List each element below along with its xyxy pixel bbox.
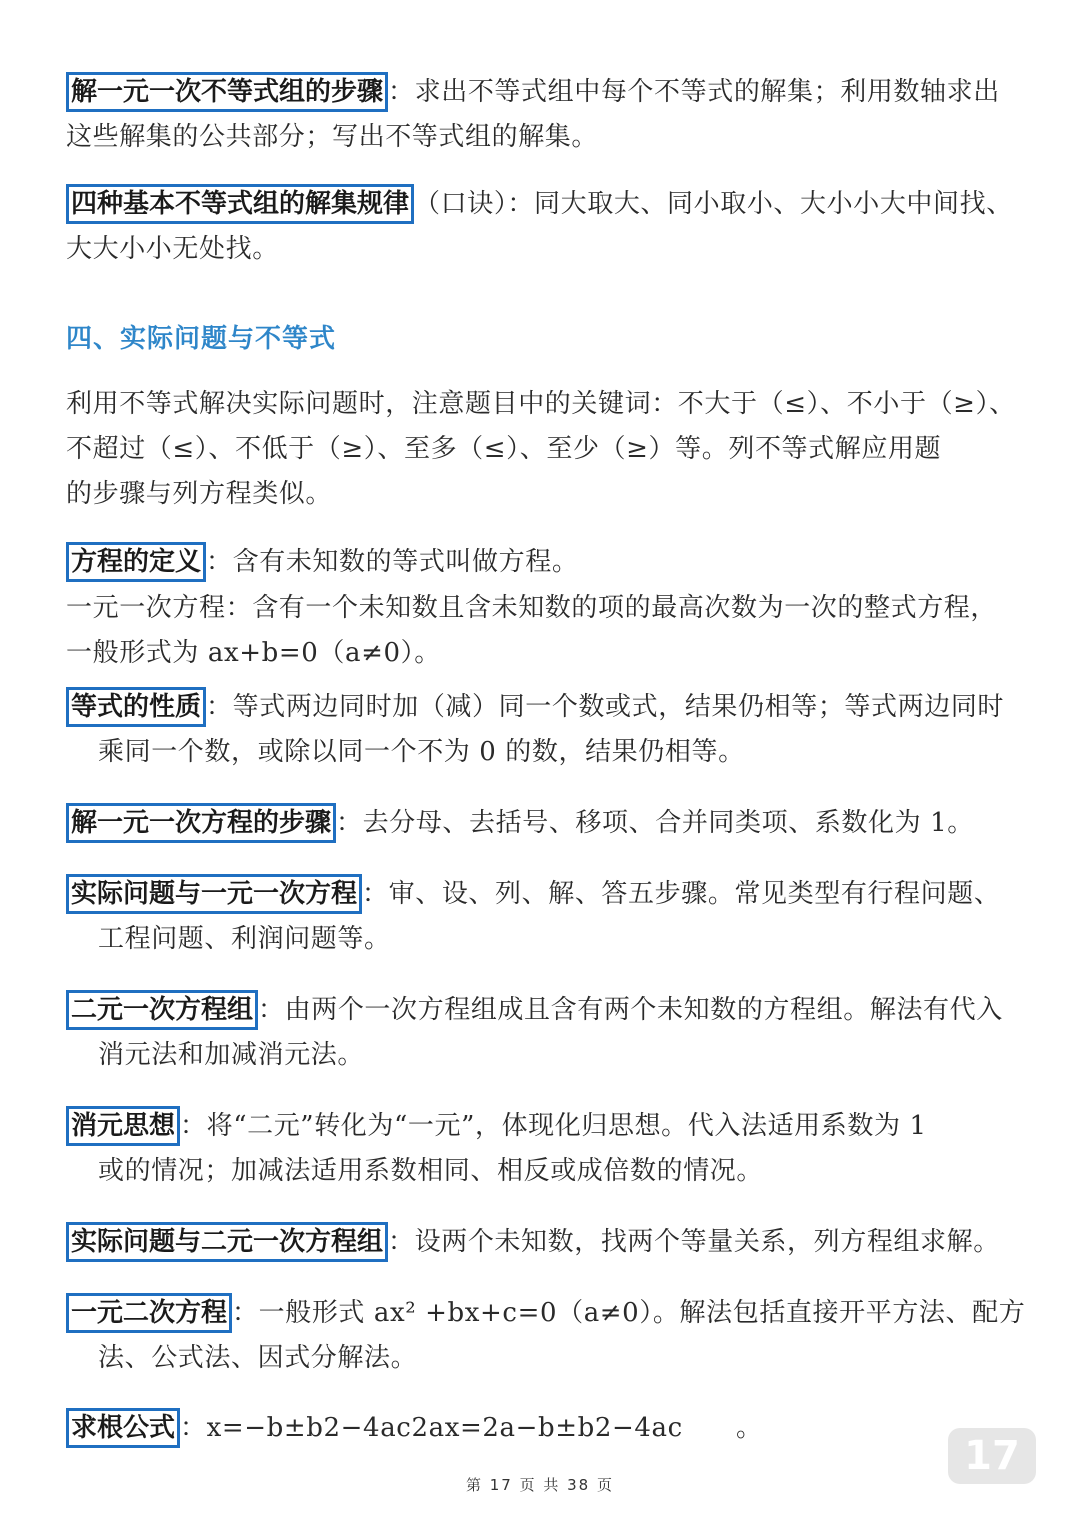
paragraph-line: 大大小小无处找。 [66, 234, 279, 264]
paragraph-line: 等式的性质 ：等式两边同时加（减）同一个数或式，结果仍相等；等式两边同时 [66, 685, 1016, 730]
term-box: 消元思想 [66, 1106, 180, 1146]
paragraph-line: 这些解集的公共部分；写出不等式组的解集。 [66, 122, 599, 152]
paragraph-equality-properties [66, 685, 1016, 775]
term-box: 一元二次方程 [66, 1293, 232, 1333]
paragraph-linear-system-applications [66, 1220, 1016, 1265]
term-box: 解一元一次不等式组的步骤 [66, 72, 388, 112]
paragraph-line: 实际问题与二元一次方程组 ：设两个未知数，找两个等量关系，列方程组求解。 [66, 1220, 1016, 1265]
term-box: 求根公式 [66, 1408, 180, 1448]
term-box: 解一元一次方程的步骤 [66, 803, 336, 843]
paragraph-line: 乘同一个数，或除以同一个不为 0 的数，结果仍相等。 [98, 737, 745, 767]
paragraph-line: 四种基本不等式组的解集规律 （口诀）：同大取大、同小取小、大小小大中间找、 [66, 182, 1016, 227]
paragraph-intro [66, 382, 1016, 517]
paragraph-elimination-idea [66, 1104, 1016, 1194]
term-box: 实际问题与一元一次方程 [66, 874, 362, 914]
paragraph-line: 的步骤与列方程类似。 [66, 479, 333, 509]
paragraph-solution-set-rules [66, 182, 1016, 272]
page-number-badge: 17 [948, 1428, 1036, 1484]
paragraph-line: 消元思想 ：将“二元”转化为“一元”，体现化归思想。代入法适用系数为 1 [66, 1104, 1016, 1149]
paragraph-line: 法、公式法、因式分解法。 [98, 1343, 418, 1373]
term-box: 方程的定义 [66, 542, 206, 582]
paragraph-linear-equation [66, 586, 1016, 676]
page-footer: 第 17 页 共 38 页 [465, 1476, 614, 1494]
paragraph-line: 利用不等式解决实际问题时，注意题目中的关键词：不大于（≤）、不小于（≥）、 [66, 389, 1016, 419]
paragraph-line: 解一元一次不等式组的步骤 ：求出不等式组中每个不等式的解集；利用数轴求出 [66, 70, 1016, 115]
term-box: 四种基本不等式组的解集规律 [66, 184, 414, 224]
paragraph-line: 工程问题、利润问题等。 [98, 924, 391, 954]
paragraph-line: 一元一次方程：含有一个未知数且含未知数的项的最高次数为一次的整式方程， [66, 593, 998, 623]
paragraph-line: 一般形式为 ax+b=0（a≠0）。 [66, 638, 441, 668]
paragraph-line: 实际问题与一元一次方程 ：审、设、列、解、答五步骤。常见类型有行程问题、 [66, 872, 1016, 917]
paragraph-line: 二元一次方程组 ：由两个一次方程组成且含有两个未知数的方程组。解法有代入 [66, 988, 1016, 1033]
paragraph-line: 或的情况；加减法适用系数相同、相反或成倍数的情况。 [98, 1156, 764, 1186]
section-heading: 四、实际问题与不等式 [66, 324, 337, 354]
paragraph-equation-definition [66, 540, 1016, 585]
paragraph-linear-system [66, 988, 1016, 1078]
term-box: 二元一次方程组 [66, 990, 258, 1030]
paragraph-line: 解一元一次方程的步骤 ：去分母、去括号、移项、合并同类项、系数化为 1。 [66, 801, 1016, 846]
paragraph-root-formula [66, 1406, 1016, 1451]
paragraph-linear-equation-applications [66, 872, 1016, 962]
paragraph-line: 方程的定义 ：含有未知数的等式叫做方程。 [66, 540, 1016, 585]
paragraph-line: 一元二次方程 ：一般形式 ax² +bx+c=0（a≠0）。解法包括直接开平方法、配方 [66, 1291, 1016, 1336]
paragraph-line: 求根公式 ：x=−b±b2−4ac2ax=2a−b±b2−4ac 。 [66, 1406, 1016, 1451]
paragraph-line: 消元法和加减消元法。 [98, 1040, 365, 1070]
paragraph-line: 不超过（≤）、不低于（≥）、至多（≤）、至少（≥）等。列不等式解应用题 [66, 434, 942, 464]
paragraph-linear-equation-steps [66, 801, 1016, 846]
paragraph-inequality-system-steps [66, 70, 1016, 160]
term-box: 等式的性质 [66, 687, 206, 727]
paragraph-quadratic-equation [66, 1291, 1026, 1381]
term-box: 实际问题与二元一次方程组 [66, 1222, 388, 1262]
